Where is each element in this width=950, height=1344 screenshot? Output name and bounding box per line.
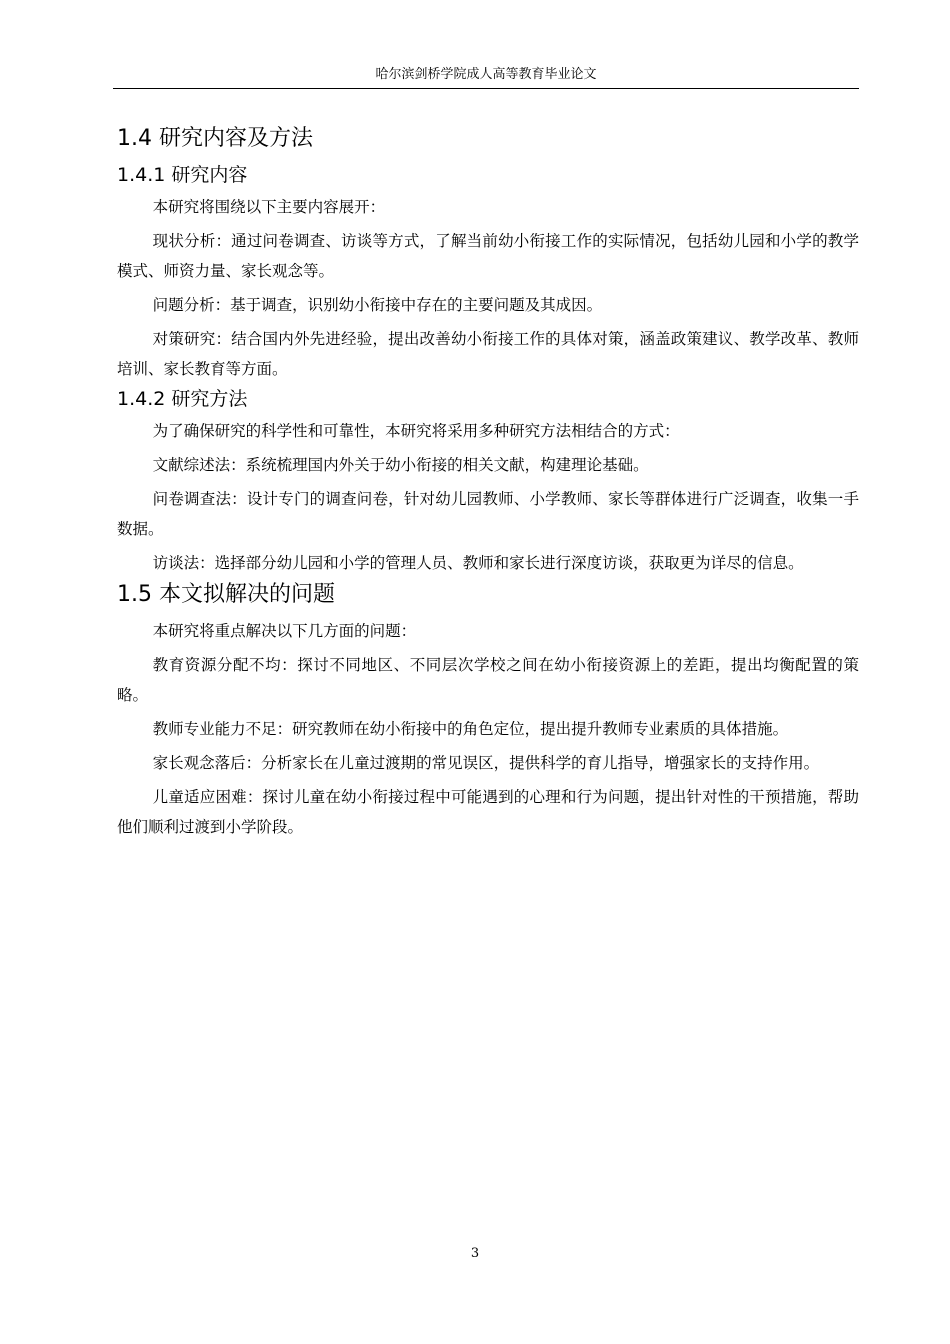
paragraph: 本研究将重点解决以下几方面的问题： — [152, 622, 417, 640]
paragraph: 本研究将围绕以下主要内容展开： — [152, 198, 386, 216]
subsection-heading-1-4-1: 1.4.1 研究内容 — [117, 164, 248, 186]
paragraph: 对策研究：结合国内外先进经验，提出改善幼小衔接工作的具体对策，涵盖政策建议、教学改革、教师培训、家长教育等方面。 — [117, 330, 859, 378]
page-number: 3 — [470, 1246, 480, 1261]
subsection-heading-1-4-2: 1.4.2 研究方法 — [117, 388, 248, 410]
paragraph: 为了确保研究的科学性和可靠性，本研究将采用多种研究方法相结合的方式： — [152, 422, 680, 440]
header-divider — [113, 88, 859, 89]
paragraph: 问题分析：基于调查，识别幼小衔接中存在的主要问题及其成因。 — [152, 296, 603, 314]
paragraph: 问卷调查法：设计专门的调查问卷，针对幼儿园教师、小学教师、家长等群体进行广泛调查，收集一手数据。 — [117, 490, 859, 538]
paragraph: 现状分析：通过问卷调查、访谈等方式，了解当前幼小衔接工作的实际情况，包括幼儿园和小学的教学模式、师资力量、家长观念等。 — [117, 232, 859, 280]
document-body — [117, 122, 859, 842]
section-heading-1-5: 1.5 本文拟解决的问题 — [117, 582, 335, 607]
paragraph: 教育资源分配不均：探讨不同地区、不同层次学校之间在幼小衔接资源上的差距，提出均衡配置的策略。 — [117, 656, 859, 704]
paragraph: 儿童适应困难：探讨儿童在幼小衔接过程中可能遇到的心理和行为问题，提出针对性的干预措施，帮助他们顺利过渡到小学阶段。 — [117, 788, 859, 836]
section-heading-1-4: 1.4 研究内容及方法 — [117, 126, 313, 151]
page-header: 哈尔滨剑桥学院成人高等教育毕业论文 — [375, 67, 597, 82]
paragraph: 访谈法：选择部分幼儿园和小学的管理人员、教师和家长进行深度访谈，获取更为详尽的信息。 — [152, 554, 804, 572]
paragraph: 文献综述法：系统梳理国内外关于幼小衔接的相关文献，构建理论基础。 — [152, 456, 649, 474]
paragraph: 教师专业能力不足：研究教师在幼小衔接中的角色定位，提出提升教师专业素质的具体措施。 — [152, 720, 789, 738]
paragraph: 家长观念落后：分析家长在儿童过渡期的常见误区，提供科学的育儿指导，增强家长的支持作用。 — [152, 754, 820, 772]
